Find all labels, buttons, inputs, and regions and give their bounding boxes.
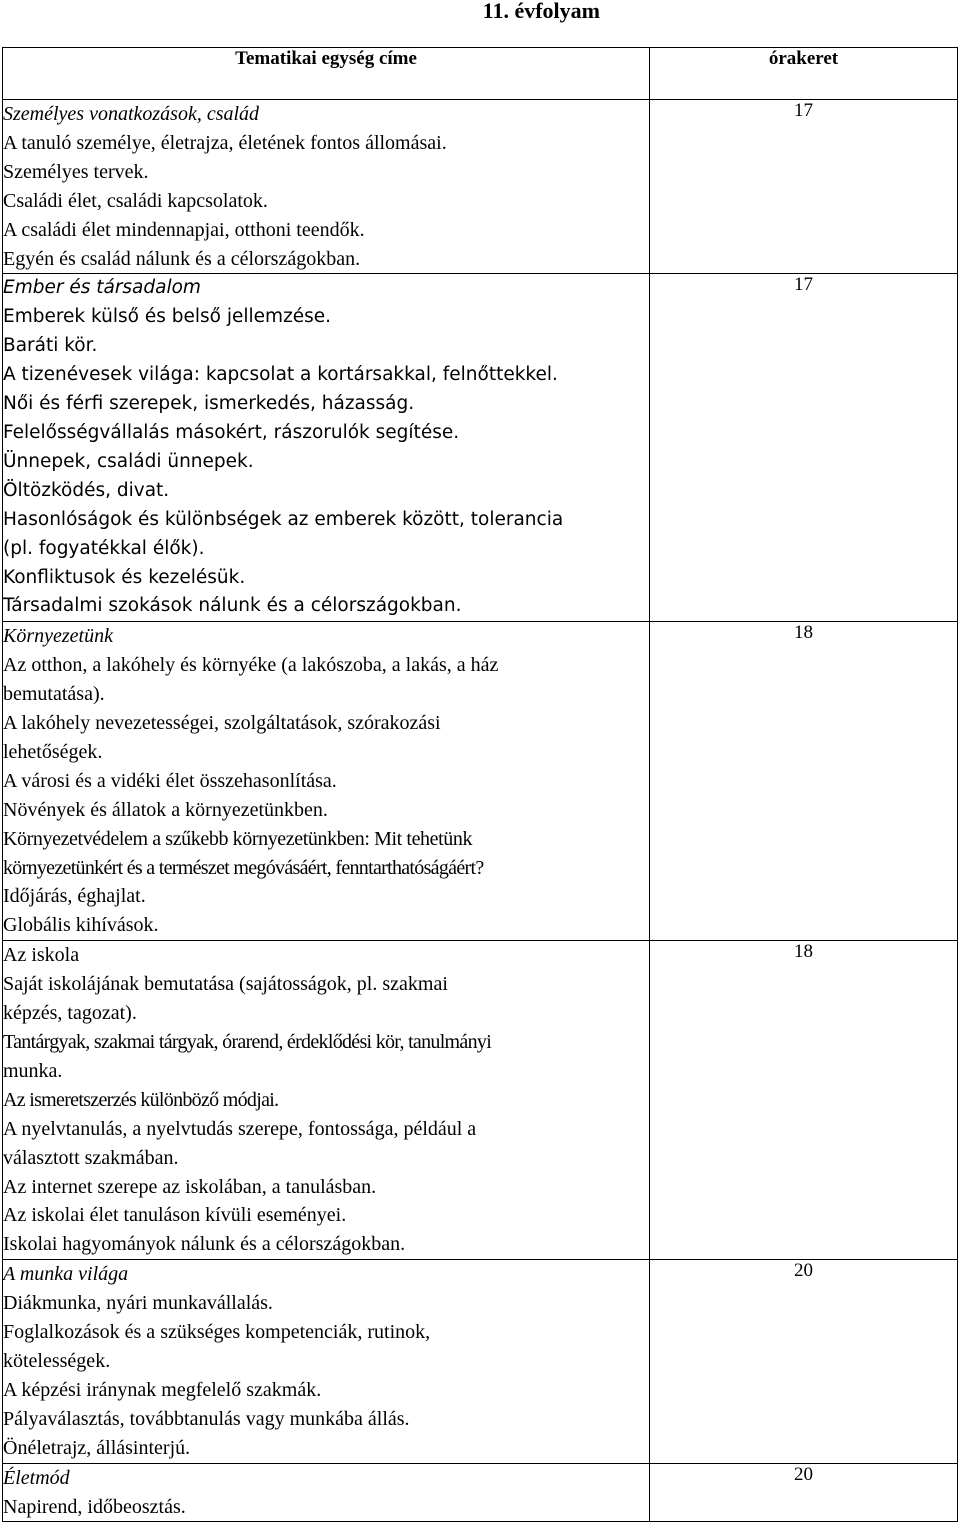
- topic-title: Környezetünk: [3, 625, 113, 648]
- topic-line: A városi és a vidéki élet összehasonlítása.: [3, 769, 337, 792]
- column-header-topic: Tematikai egység címe: [3, 48, 650, 100]
- topic-line: Önéletrajz, állásinterjú.: [3, 1436, 191, 1459]
- topic-line: Az ismeretszerzés különböző módjai.: [3, 1088, 279, 1111]
- topic-title: Az iskola: [3, 944, 80, 967]
- topic-title: Személyes vonatkozások, család: [3, 103, 260, 125]
- table-row: [3, 274, 958, 622]
- topic-cell: [3, 622, 650, 941]
- topic-line: Saját iskolájának bemutatása (sajátosságok, pl. szakmai: [3, 973, 448, 996]
- topic-line: bemutatása).: [3, 683, 105, 706]
- topic-line: lehetőségek.: [3, 740, 103, 763]
- hours-cell: 18: [650, 622, 958, 941]
- table-row: [3, 1463, 958, 1522]
- topic-line: Az internet szerepe az iskolában, a tanulásban.: [3, 1175, 377, 1198]
- hours-cell: 20: [650, 1260, 958, 1463]
- curriculum-table: [2, 47, 958, 1522]
- topic-line: Öltözködés, divat.: [3, 479, 170, 501]
- topic-line: Foglalkozások és a szükséges kompetenciák, rutinok,: [3, 1321, 431, 1344]
- column-header-hours: órakeret: [650, 48, 958, 100]
- topic-line: Diákmunka, nyári munkavállalás.: [3, 1292, 273, 1315]
- topic-cell: [3, 274, 650, 622]
- topic-line: Időjárás, éghajlat.: [3, 885, 146, 908]
- topic-title: Életmód: [3, 1466, 70, 1489]
- topic-cell: [3, 100, 650, 274]
- table-header-row: [3, 48, 958, 100]
- topic-line: Napirend, időbeosztás.: [3, 1495, 186, 1518]
- topic-line: Felelősségvállalás másokért, rászorulók segítése.: [3, 421, 460, 443]
- topic-line: A tanuló személye, életrajza, életének fontos állomásai.: [3, 131, 447, 154]
- topic-line: Az otthon, a lakóhely és környéke (a lakószoba, a lakás, a ház: [3, 654, 499, 677]
- topic-line: (pl. fogyatékkal élők).: [3, 537, 205, 559]
- topic-line: A családi élet mindennapjai, otthoni teendők.: [3, 218, 365, 241]
- topic-line: kötelességek.: [3, 1349, 111, 1372]
- topic-line: Konfliktusok és kezelésük.: [3, 566, 246, 588]
- topic-line: Ünnepek, családi ünnepek.: [3, 450, 254, 472]
- topic-line: Az iskolai élet tanuláson kívüli eseményei.: [3, 1204, 347, 1227]
- topic-line: A nyelvtanulás, a nyelvtudás szerepe, fontossága, például a: [3, 1117, 477, 1140]
- hours-cell: 17: [650, 274, 958, 622]
- topic-line: munka.: [3, 1059, 63, 1082]
- topic-cell: [3, 941, 650, 1260]
- topic-cell: [3, 1463, 650, 1522]
- topic-line: A képzési iránynak megfelelő szakmák.: [3, 1378, 322, 1401]
- topic-line: Baráti kör.: [3, 335, 98, 357]
- topic-line: Társadalmi szokások nálunk és a célországokban.: [3, 595, 462, 617]
- hours-cell: 18: [650, 941, 958, 1260]
- topic-cell: [3, 1260, 650, 1463]
- grade-heading: 11. évfolyam: [482, 0, 600, 23]
- topic-line: Emberek külső és belső jellemzése.: [3, 306, 332, 328]
- topic-line: választott szakmában.: [3, 1146, 179, 1169]
- topic-line: Környezetvédelem a szűkebb környezetünkben: Mit tehetünk: [3, 827, 473, 850]
- table-row: [3, 622, 958, 941]
- topic-line: Egyén és család nálunk és a célországokban.: [3, 247, 361, 270]
- table-row: [3, 941, 958, 1260]
- topic-line: A lakóhely nevezetességei, szolgáltatások, szórakozási: [3, 712, 441, 735]
- topic-title: A munka világa: [3, 1263, 129, 1286]
- topic-line: Családi élet, családi kapcsolatok.: [3, 189, 268, 212]
- topic-line: Iskolai hagyományok nálunk és a célországokban.: [3, 1233, 406, 1256]
- hours-cell: 20: [650, 1463, 958, 1522]
- table-row: [3, 1260, 958, 1463]
- topic-line: Tantárgyak, szakmai tárgyak, órarend, érdeklődési kör, tanulmányi: [3, 1031, 492, 1053]
- hours-cell: 17: [650, 100, 958, 274]
- topic-line: Pályaválasztás, továbbtanulás vagy munkába állás.: [3, 1407, 410, 1430]
- topic-line: Növények és állatok a környezetünkben.: [3, 798, 328, 821]
- topic-line: Női és férfi szerepek, ismerkedés, házasság.: [3, 393, 415, 415]
- topic-line: környezetünkért és a természet megóvásáért, fenntarthatóságáért?: [3, 856, 484, 879]
- topic-line: képzés, tagozat).: [3, 1002, 137, 1025]
- topic-line: Globális kihívások.: [3, 914, 159, 937]
- topic-line: Személyes tervek.: [3, 160, 149, 183]
- table-row: [3, 100, 958, 274]
- topic-line: A tizenévesek világa: kapcsolat a kortársakkal, felnőttekkel.: [3, 364, 558, 386]
- topic-line: Hasonlóságok és különbségek az emberek között, tolerancia: [3, 508, 564, 530]
- topic-title: Ember és társadalom: [3, 277, 201, 299]
